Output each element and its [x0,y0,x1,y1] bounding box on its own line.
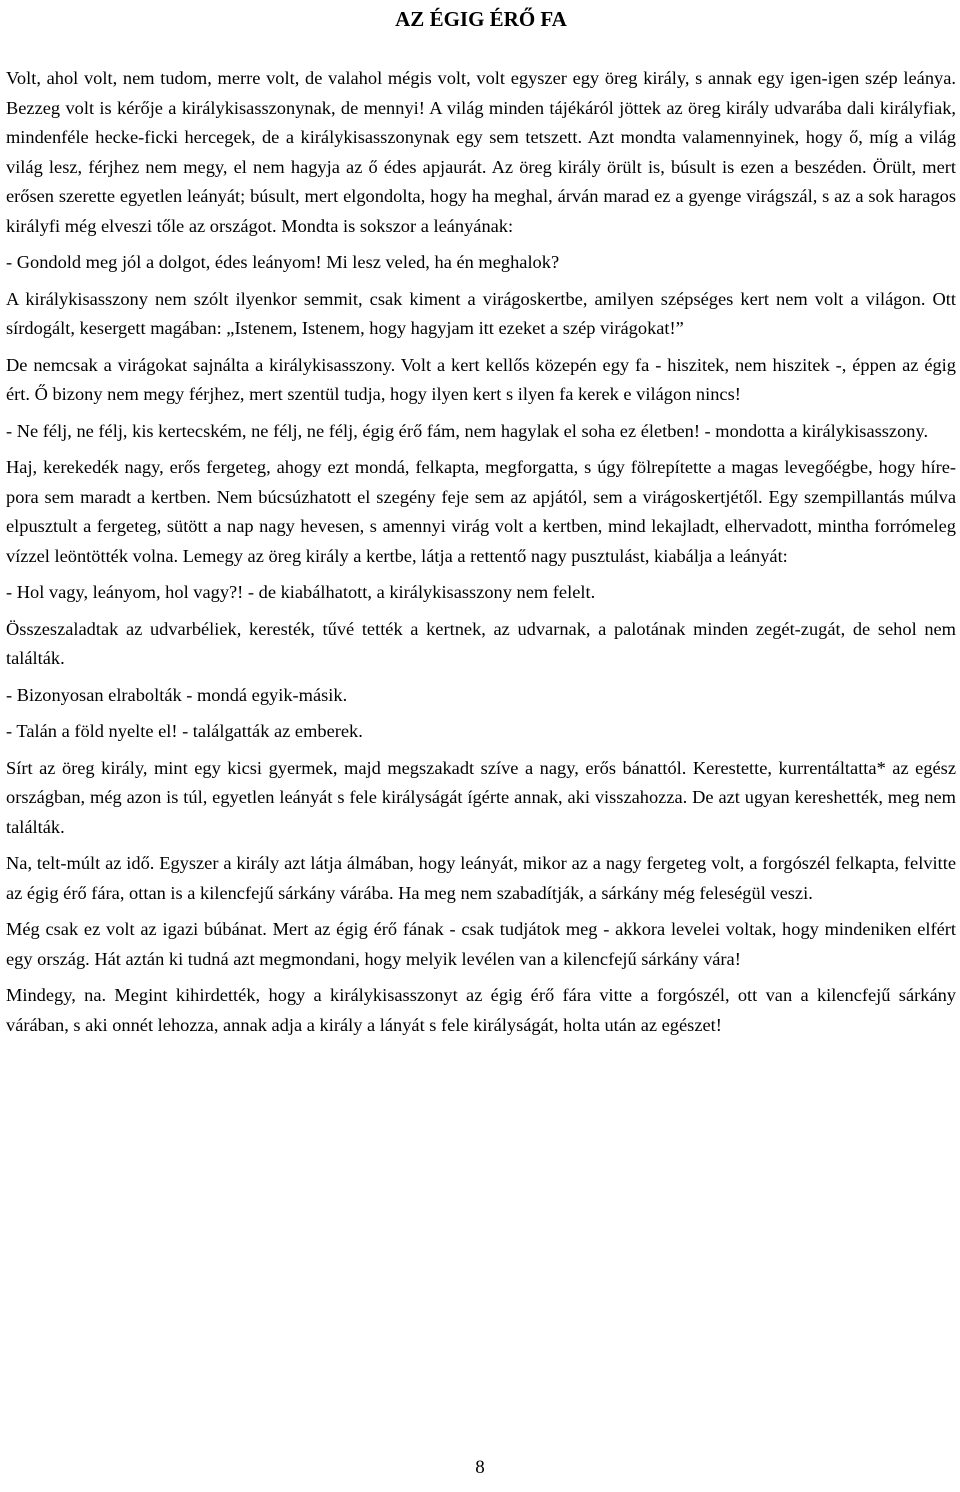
paragraph: - Gondold meg jól a dolgot, édes leányom! Mi lesz veled, ha én meghalok? [6,252,560,272]
paragraph: De nemcsak a virágokat sajnálta a királykisasszony. Volt a kert kellős közepén egy fa - hiszitek, nem hiszitek -, éppen az égig ért. Ő bizony nem megy férjhez, mert szentül tudja, hogy ilyen kert s ilyen fa kerek e világon nincs! [6,354,956,404]
paragraph: Összeszaladtak az udvarbéliek, keresték, tűvé tették a kertnek, az udvarnak, a palotának minden zegét-zugát, de sehol nem találták. [6,618,956,668]
document-page [6,0,956,1047]
paragraph: Mindegy, na. Megint kihirdették, hogy a királykisasszonyt az égig érő fára vitte a forgószél, ott van a kilencfejű sárkány várában, s aki onnét lehozza, annak adja a király a lányát s fele királyságát, holta után az egészet! [6,985,956,1035]
document-body [6,64,956,1040]
paragraph: Volt, ahol volt, nem tudom, merre volt, de valahol mégis volt, volt egyszer egy öreg király, s annak egy igen-igen szép leánya. Bezzeg volt is kérője a királykisasszonynak, de mennyi! A világ minden tájékáról jöttek az öreg király udvarába dali királyfiak, mindenféle hecke-ficki hercegek, de a királykisasszonynak egy sem tetszett. Azt mondta valamennyinek, hogy ő, míg a világ világ lesz, férjhez nem megy, el nem hagyja az ő édes apjaurát. Az öreg király örült is, búsult is ezen a beszéden. Örült, mert erősen szerette egyetlen leányát; búsult, mert elgondolta, hogy ha meghal, árván marad ez a gyenge virágszál, s az a sok haragos királyfi még elveszi tőle az országot. Mondta is sokszor a leányának: [6,68,956,236]
paragraph: Haj, kerekedék nagy, erős fergeteg, ahogy ezt mondá, felkapta, megforgatta, s úgy fölrepítette a magas levegőégbe, hogy híre-pora sem maradt a kertben. Nem búcsúzhatott el szegény feje sem az apjától, sem a virágoskertjétől. Egy szempillantás múlva elpusztult a fergeteg, sütött a nap nagy hevesen, s amennyi virág volt a kertben, mind lekajladt, elhervadott, mintha forrómeleg vízzel leöntötték volna. Lemegy az öreg király a kertbe, látja a rettentő nagy pusztulást, kiabálja a leányát: [6,457,956,566]
paragraph: Még csak ez volt az igazi búbánat. Mert az égig érő fának - csak tudjátok meg - akkora levelei voltak, hogy mindeniken elfért egy ország. Hát aztán ki tudná azt megmondani, hogy melyik levélen van a kilencfejű sárkány vára! [6,919,956,969]
document-title: AZ ÉGIG ÉRŐ FA [395,7,567,31]
paragraph: - Talán a föld nyelte el! - találgatták az emberek. [6,721,363,741]
paragraph: Sírt az öreg király, mint egy kicsi gyermek, majd megszakadt szíve a nagy, erős bánattól. Kerestette, kurrentáltatta* az egész országban, még azon is túl, egyetlen leányát s fele királyságát ígérte annak, aki visszahozza. De azt ugyan kereshették, meg nem találták. [6,757,956,837]
paragraph: Na, telt-múlt az idő. Egyszer a király azt látja álmában, hogy leányát, mikor az a nagy fergeteg volt, a forgószél felkapta, felvitte az égig érő fára, ottan is a kilencfejű sárkány várába. Ha meg nem szabadítják, a sárkány még feleségül veszi. [6,853,956,903]
paragraph: A királykisasszony nem szólt ilyenkor semmit, csak kiment a virágoskertbe, amilyen szépséges kert nem volt a világon. Ott sírdogált, kesergett magában: „Istenem, Istenem, hogy hagyjam itt ezeket a szép virágokat!” [6,288,956,338]
page-number: 8 [475,1457,485,1478]
paragraph: - Ne félj, ne félj, kis kertecském, ne félj, ne félj, égig érő fám, nem hagylak el soha ez életben! - mondotta a királykisasszony. [6,420,929,441]
paragraph: - Bizonyosan elrabolták - mondá egyik-másik. [6,684,348,705]
paragraph: - Hol vagy, leányom, hol vagy?! - de kiabálhatott, a királykisasszony nem felelt. [6,582,596,602]
